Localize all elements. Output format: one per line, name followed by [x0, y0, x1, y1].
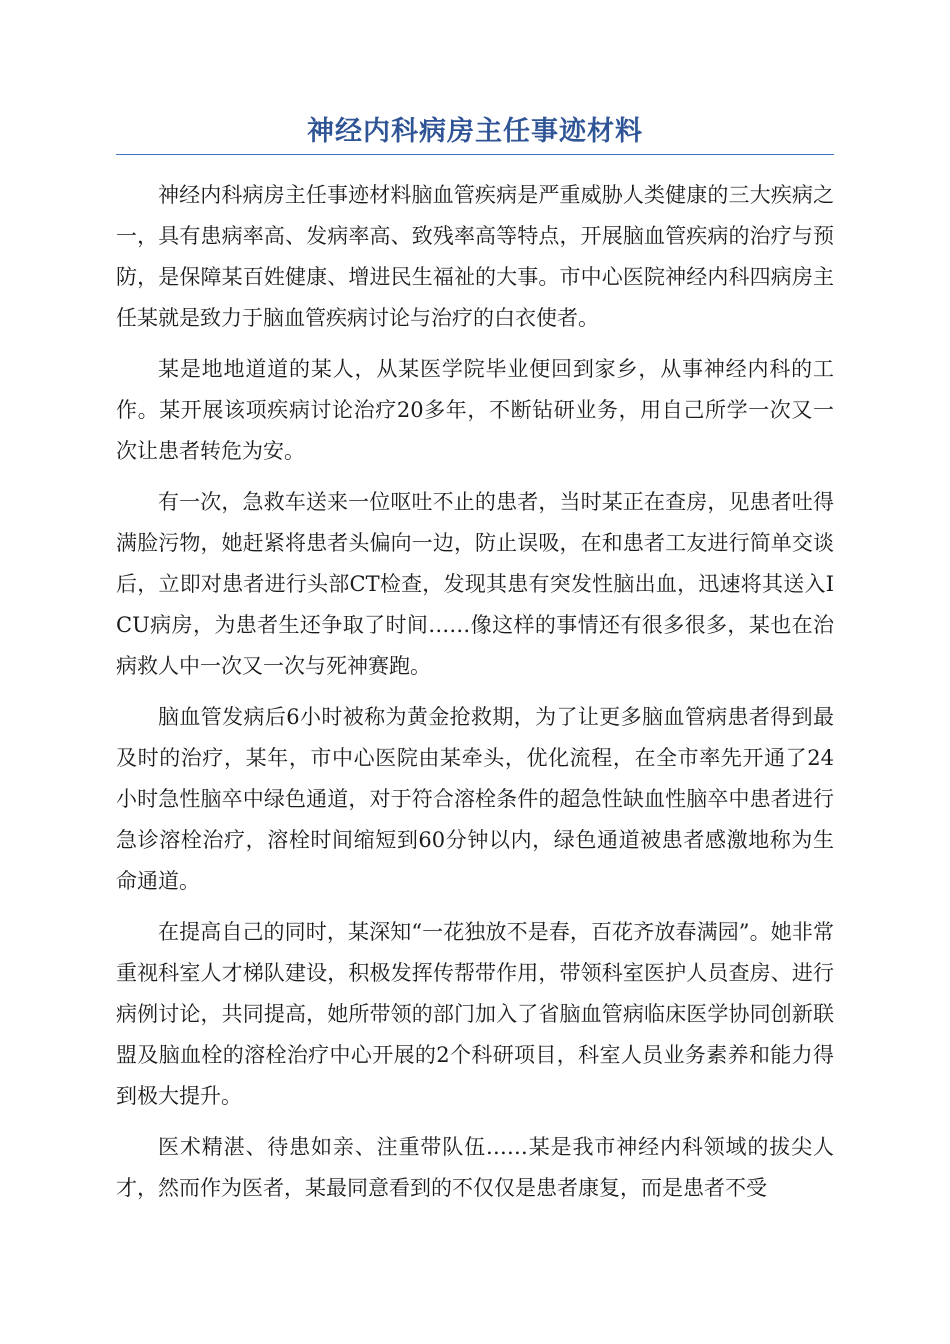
document-title: 神经内科病房主任事迹材料 — [307, 116, 643, 147]
paragraph: 在提高自己的同时，某深知“一花独放不是春，百花齐放春满园”。她非常重视科室人才梯队建设，积极发挥传帮带作用，带领科室医护人员查房、进行病例讨论，共同提高，她所带领的部门加入了省脑血管病临床医学协同创新联盟及脑血栓的溶栓治疗中心开展的2个科研项目，科室人员业务素养和能力得到极大提升。 — [116, 920, 834, 1108]
paragraph: 医术精湛、待患如亲、注重带队伍……某是我市神经内科领域的拔尖人才，然而作为医者，某最同意看到的不仅仅是患者康复，而是患者不受 — [116, 1135, 834, 1200]
title-underline — [116, 154, 834, 155]
paragraph: 神经内科病房主任事迹材料脑血管疾病是严重威胁人类健康的三大疾病之一，具有患病率高、发病率高、致残率高等特点，开展脑血管疾病的治疗与预防，是保障某百姓健康、增进民生福祉的大事。市中心医院神经内科四病房主任某就是致力于脑血管疾病讨论与治疗的白衣使者。 — [116, 183, 834, 330]
paragraph: 脑血管发病后6小时被称为黄金抢救期，为了让更多脑血管病患者得到最及时的治疗，某年，市中心医院由某牵头，优化流程，在全市率先开通了24小时急性脑卒中绿色通道，对于符合溶栓条件的超急性缺血性脑卒中患者进行急诊溶栓治疗，溶栓时间缩短到60分钟以内，绿色通道被患者感激地称为生命通道。 — [116, 705, 834, 893]
document-body — [116, 175, 834, 1209]
paragraph: 有一次，急救车送来一位呕吐不止的患者，当时某正在查房，见患者吐得满脸污物，她赶紧将患者头偏向一边，防止误吸，在和患者工友进行简单交谈后，立即对患者进行头部CT检查，发现其患有突发性脑出血，迅速将其送入ICU病房，为患者生还争取了时间……像这样的事情还有很多很多，某也在治病救人中一次又一次与死神赛跑。 — [116, 490, 834, 678]
paragraph: 某是地地道道的某人，从某医学院毕业便回到家乡，从事神经内科的工作。某开展该项疾病讨论治疗20多年，不断钻研业务，用自己所学一次又一次让患者转危为安。 — [116, 357, 834, 463]
